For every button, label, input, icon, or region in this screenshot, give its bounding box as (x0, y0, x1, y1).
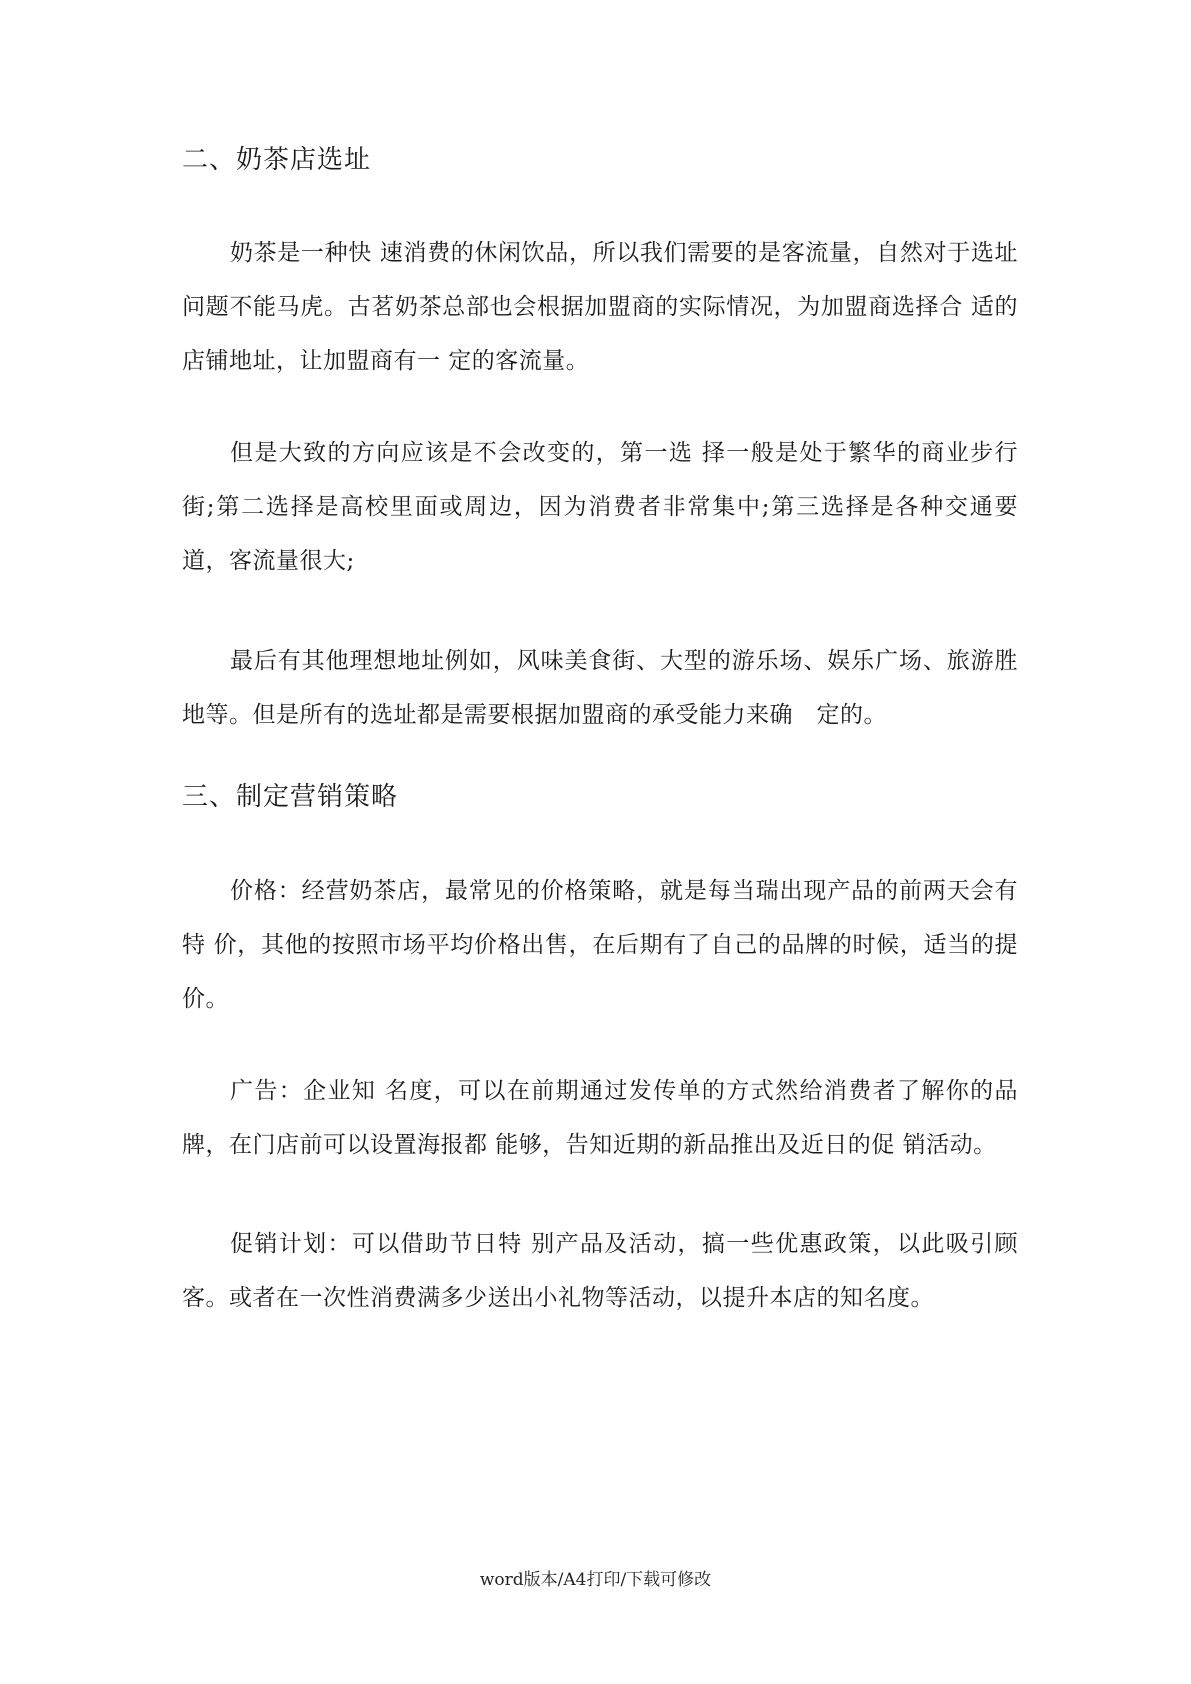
section-heading-site-selection: 二、奶茶店选址 (182, 145, 372, 175)
section-heading-marketing: 三、制定营销策略 (182, 782, 399, 812)
paragraph-site-direction: 但是大致的方向应该是不会改变的，第一选 择一般是处于繁华的商业步行街;第二选择是高校里面或周边，因为消费者非常集中;第三选择是各种交通要道，客流量很大; (182, 440, 1018, 574)
paragraph-advertising: 广告：企业知 名度，可以在前期通过发传单的方式然给消费者了解你的品牌，在门店前可以设置海报都 能够，告知近期的新品推出及近日的促 销活动。 (182, 1078, 1018, 1158)
paragraph-promotion: 促销计划：可以借助节日特 别产品及活动，搞一些优惠政策，以此吸引顾客。或者在一次性消费满多少送出小礼物等活动，以提升本店的知名度。 (182, 1231, 1018, 1311)
page-footer: word版本/A4打印/下载可修改 (479, 1570, 712, 1590)
paragraph-site-intro: 奶茶是一种快 速消费的休闲饮品，所以我们需要的是客流量，自然对于选址问题不能马虎。古茗奶茶总部也会根据加盟商的实际情况，为加盟商选择合 适的店铺地址，让加盟商有一 定的客流量。 (182, 240, 1018, 374)
paragraph-pricing: 价格：经营奶茶店，最常见的价格策略，就是每当瑞出现产品的前两天会有特 价，其他的按照市场平均价格出售，在后期有了自己的品牌的时候，适当的提价。 (182, 878, 1018, 1012)
paragraph-site-other: 最后有其他理想地址例如，风味美食街、大型的游乐场、娱乐广场、旅游胜地等。但是所有的选址都是需要根据加盟商的承受能力来确 定的。 (182, 648, 1018, 728)
